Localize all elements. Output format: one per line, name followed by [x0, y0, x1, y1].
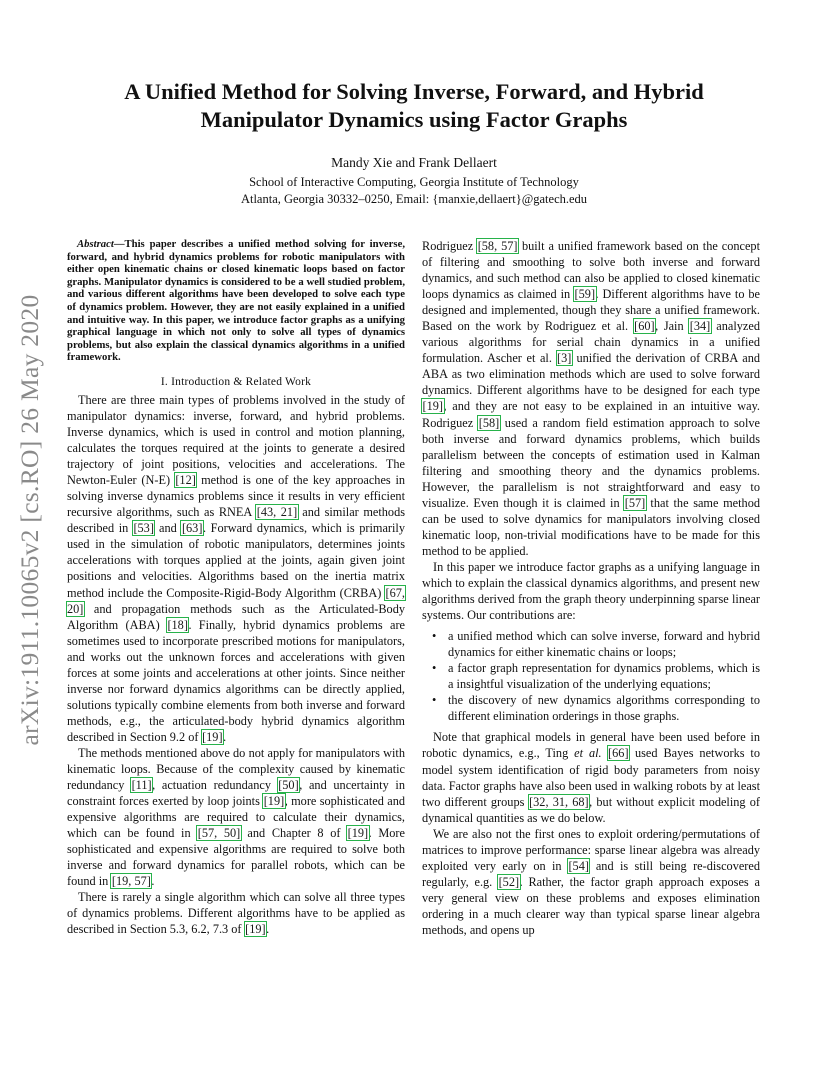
left-column	[67, 238, 405, 938]
text-run: .	[266, 922, 270, 937]
citation-link[interactable]: [19, 57]	[111, 874, 151, 889]
section-heading: I. Introduction & Related Work	[160, 375, 312, 388]
abstract	[67, 238, 405, 364]
list-item: • the discovery of new dynamics algorithms corresponding to different elimination orderings in those graphs.	[448, 692, 760, 724]
citation-link[interactable]: [3]	[557, 351, 572, 366]
paragraph	[422, 826, 760, 938]
citation-link[interactable]: [19]	[202, 729, 223, 744]
text-run: . Forward dynamics, which is primarily used in the simulation of robotic manipulators, determines joints accelerations with torques applied at the joints, again given joint positions and velocities. Algorithms based on the inertia matrix method include the Composite-Rigid-Body Algorithm (CRBA)	[67, 521, 405, 600]
text-run: The methods mentioned above do not apply for manipulators with kinematic loops. Because of the complexity caused by kinematic redundancy	[67, 745, 405, 793]
text-run: There is rarely a single algorithm which can solve all three types of dynamics problems. Different algorithms have to be applied as described in Section 5.3, 6.2, 7.3 of	[67, 890, 405, 937]
title-line-1: A Unified Method for Solving Inverse, Forward, and Hybrid	[124, 79, 704, 104]
text-run: . More sophisticated and expensive algorithms are required to solve both inverse and forward dynamics for parallel robots, which can be found in	[67, 826, 405, 889]
affiliation	[60, 174, 768, 208]
abstract-text: —This paper describes a unified method solving for inverse, forward, and hybrid dynamics problems for robotic manipulators with either open kinematic chains or closed kinematic loops based on factor graphs. Manipulator dynamics is considered to be a well studied problem, and various different algorithms have been developed to solve each type of dynamics problem. However, they are not easily explained in a unified and intuitive way. In this paper, we introduce factor graphs as a unifying graphical language in which not only to solve all types of dynamics problems, but also explain the classical dynamics algorithms in a unified framework.	[67, 238, 405, 364]
author-list: Mandy Xie and Frank Dellaert	[331, 155, 497, 170]
citation-link[interactable]: [59]	[574, 287, 596, 302]
citation-link[interactable]: [57]	[624, 495, 646, 510]
arxiv-side-stamp	[12, 280, 48, 760]
text-run: analyzed various algorithms for serial chain dynamics in a unified formulation. Ascher et al.	[422, 319, 760, 366]
text-run: Note that graphical models in general have been used before in robotic dynamics, e.g., Ting	[422, 730, 760, 761]
text-run: . Different algorithms have to be designed and implemented, though they share a unified framework. Based on the work by Rodriguez et al.	[422, 287, 760, 334]
text-run: , actuation redundancy	[152, 778, 278, 793]
text-run: used Bayes networks to model system identification of rigid body parameters from noisy data. Factor graphs have also been used in walking robots by at least two different groups	[422, 746, 761, 809]
paragraph	[67, 889, 405, 937]
citation-link[interactable]: [57, 50]	[197, 826, 241, 841]
citation-link[interactable]: [19]	[422, 399, 443, 414]
list-item: • a factor graph representation for dynamics problems, which is a insightful visualization of the underlying equations;	[448, 660, 760, 692]
citation-link[interactable]: [12]	[175, 473, 196, 488]
italic-text: et al.	[574, 746, 602, 761]
text-run	[602, 746, 608, 760]
text-run: , and they are not easy to be explained in an intuitive way. Rodriguez	[422, 399, 760, 430]
text-run: . Rather, the factor graph approach exposes a very general view on these problems and exposes elimination ordering in a much clearer way than typical sparse linear algebra methods, and opens up	[422, 874, 760, 937]
text-run: There are three main types of problems involved in the study of manipulator dynamics: inverse, forward, and hybrid problems. Inverse dynamics, which is used in control and motion planning, calculates the torques required at the joints to generate a desired trajectory of joint positions, velocities and accelerations. The Newton-Euler (N-E)	[67, 392, 405, 488]
citation-link[interactable]: [58, 57]	[477, 239, 518, 253]
text-run: and Chapter 8 of	[240, 826, 348, 841]
citation-link[interactable]: [19]	[245, 922, 266, 937]
text-run: .	[223, 729, 227, 744]
abstract-label: Abstract	[77, 238, 114, 250]
text-run: used a random field estimation approach to solve both inverse and forward dynamics problems, which builds parallelism between the concepts of estimation used in Kalman filtering and smoothing theory and the dynamics problems. However, the parallelism is not straightforward and easy to visualize. Even though it is claimed in	[422, 415, 760, 510]
arxiv-identifier: arXiv:1911.10065v2 [cs.RO] 26 May 2020	[15, 294, 44, 746]
citation-link[interactable]: [32, 31, 68]	[529, 794, 589, 809]
text-run: unified the derivation of CRBA and ABA as two elimination methods which are used to solve forward dynamics. Different algorithms have to be designed for each type	[422, 351, 760, 398]
citation-link[interactable]: [60]	[634, 319, 655, 334]
text-run: Rodriguez	[422, 239, 478, 253]
citation-link[interactable]: [34]	[689, 319, 711, 334]
text-run: , but without explicit modeling of dynamical quantities as we do below.	[422, 794, 760, 825]
citation-link[interactable]: [54]	[568, 858, 589, 873]
citation-link[interactable]: [53]	[133, 521, 154, 536]
contribution-list	[422, 628, 760, 724]
citation-link[interactable]: [11]	[131, 778, 152, 793]
list-item: • a unified method which can solve inverse, forward and hybrid dynamics for either kinematic chains or loops;	[448, 628, 760, 660]
text-run: and is still being re-discovered regularly, e.g.	[422, 858, 760, 889]
title-line-2: Manipulator Dynamics using Factor Graphs	[200, 107, 628, 132]
citation-link[interactable]: [19]	[347, 826, 369, 841]
text-run: built a unified framework based on the concept of filtering and smoothing to solve both inverse and forward dynamics, and such method can also be applied to closed kinematic loops dynamics as claimed in	[422, 239, 760, 302]
text-run: , Jain	[655, 319, 690, 334]
affiliation-line-2: Atlanta, Georgia 30332–0250, Email: {manxie,dellaert}@gatech.edu	[240, 192, 588, 206]
text-run: , and uncertainty in constraint forces exerted by loop joints	[67, 778, 405, 809]
citation-link[interactable]: [18]	[167, 617, 188, 632]
paper-title	[60, 78, 768, 134]
text-run: and propagation methods such as the Articulated-Body Algorithm (ABA)	[67, 601, 405, 632]
paragraph	[67, 392, 405, 745]
paragraph	[422, 729, 760, 825]
text-run: that the same method can be used to solve dynamics for manipulators involving closed kinematic loop, non-trivial modifications have to be made for this method to be applied.	[422, 495, 760, 558]
citation-link[interactable]: [19]	[263, 794, 285, 809]
text-run: In this paper we introduce factor graphs as a unifying language in which to explain the classical dynamics algorithms, and present new algorithms derived from the graph theory underpinning sparse linear systems. Our contributions are:	[422, 559, 760, 623]
citation-link[interactable]: [63]	[181, 521, 203, 536]
text-run: We are also not the first ones to exploit ordering/permutations of matrices to improve performance: sparse linear algebra was already exploited very early on in	[422, 826, 760, 873]
text-run: method is one of the key approaches in solving inverse dynamics problems since it results in very efficient recursive algorithms, such as RNEA	[67, 473, 406, 520]
citation-link[interactable]: [52]	[498, 874, 520, 889]
affiliation-line-1: School of Interactive Computing, Georgia Institute of Technology	[249, 175, 579, 189]
text-run: , more sophisticated and expensive algorithms are required to calculate their dynamics, which can be found in	[67, 794, 405, 841]
text-run: and similar methods described in	[67, 505, 406, 536]
text-run: .	[151, 874, 155, 889]
citation-link[interactable]: [66]	[608, 746, 629, 761]
paragraph	[67, 745, 405, 889]
paragraph	[422, 559, 760, 623]
citation-link[interactable]: [58]	[478, 415, 500, 430]
citation-link[interactable]: [43, 21]	[256, 505, 298, 520]
text-run: . Finally, hybrid dynamics problems are sometimes used to incorporate prescribed motions for manipulators, and works out the unknown forces and accelerations with given forces at some joints and accelerations at other joints. Since neither inverse nor forward dynamics algorithms can be directly applied, solutions typically combine elements from both inverse and forward methods, e.g., the articulated-body hybrid dynamics algorithm described in Section 9.2 of	[67, 617, 405, 744]
paragraph	[422, 238, 760, 559]
text-run: and	[154, 521, 182, 536]
citation-link[interactable]: [50]	[278, 778, 299, 793]
right-column	[422, 238, 760, 938]
citation-link[interactable]: [67, 20]	[67, 585, 405, 616]
